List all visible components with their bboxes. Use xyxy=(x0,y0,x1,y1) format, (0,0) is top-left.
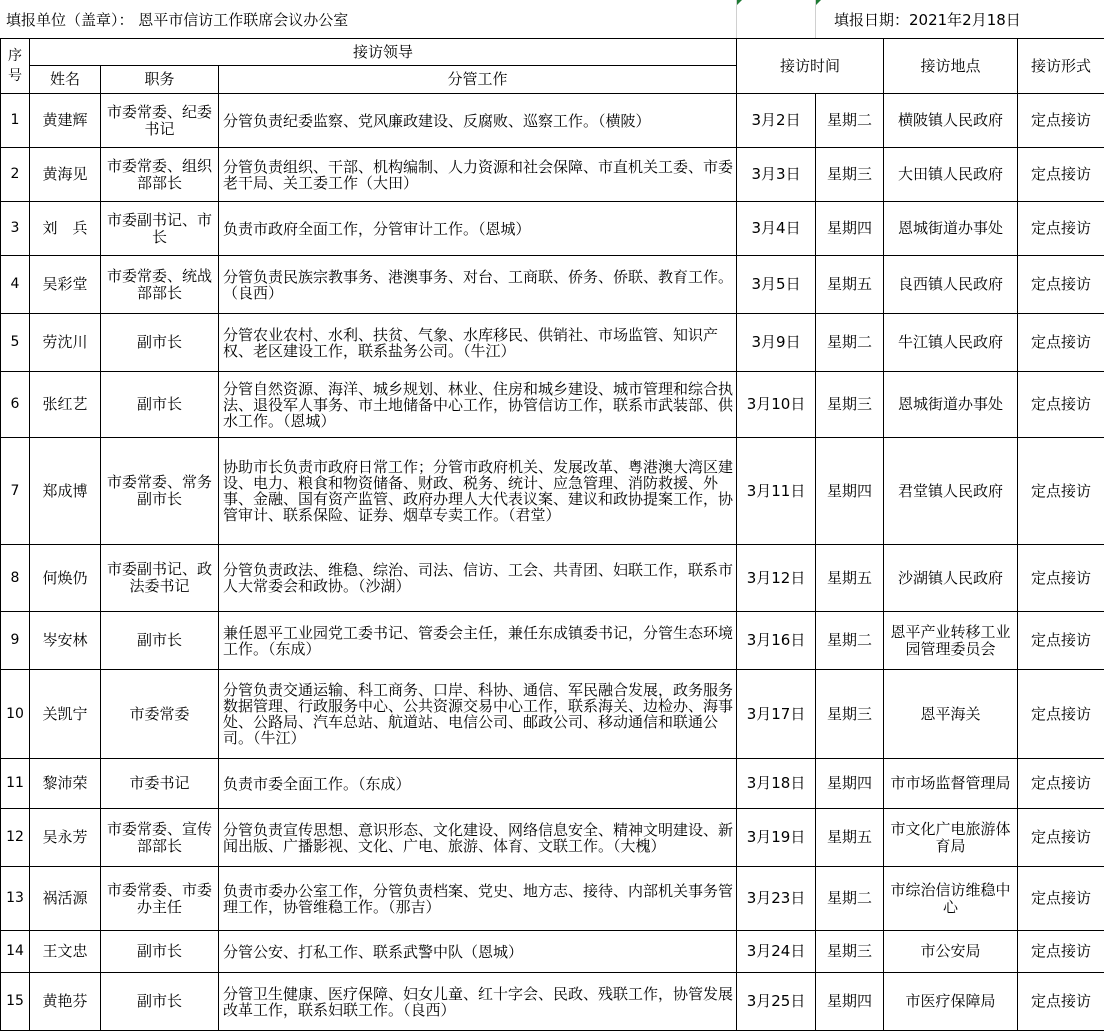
table-row xyxy=(1,372,1104,438)
reception-place: 大田镇人民政府 xyxy=(884,148,1018,202)
table-row xyxy=(1,256,1104,314)
reception-schedule-table xyxy=(0,38,1104,1031)
leader-name: 关凯宁 xyxy=(30,670,101,759)
leader-position: 副市长 xyxy=(101,612,219,670)
reception-place: 牛江镇人民政府 xyxy=(884,314,1018,372)
col-duties-header: 分管工作 xyxy=(219,66,737,94)
reception-weekday: 星期三 xyxy=(816,148,884,202)
duties-cell: 协助市长负责市政府日常工作；分管市政府机关、发展改革、粤港澳大湾区建设、电力、粮食和物资储备、财政、税务、统计、应急管理、消防救援、外事、金融、国有资产监管、政府办理人大代表议案、建议和政协提案工作，协管审计、联系保险、证券、烟草专卖工作。（君堂） xyxy=(219,438,737,545)
reception-weekday: 星期五 xyxy=(816,545,884,612)
leader-position: 副市长 xyxy=(101,372,219,438)
leader-position: 副市长 xyxy=(101,931,219,973)
table-row xyxy=(1,94,1104,148)
reception-weekday: 星期四 xyxy=(816,759,884,809)
row-number: 15 xyxy=(1,973,30,1031)
leader-name: 王文忠 xyxy=(30,931,101,973)
reception-form: 定点接访 xyxy=(1018,545,1104,612)
reception-weekday: 星期四 xyxy=(816,202,884,256)
report-date-label: 填报日期：2021年2月18日 xyxy=(834,11,1021,29)
duties-cell: 分管公安、打私工作、联系武警中队（恩城） xyxy=(219,931,737,973)
row-number: 2 xyxy=(1,148,30,202)
leader-name: 黄艳芬 xyxy=(30,973,101,1031)
reception-form: 定点接访 xyxy=(1018,670,1104,759)
header-bar xyxy=(0,0,1104,38)
reception-form: 定点接访 xyxy=(1018,94,1104,148)
reception-form: 定点接访 xyxy=(1018,256,1104,314)
reception-place: 市市场监督管理局 xyxy=(884,759,1018,809)
row-number: 10 xyxy=(1,670,30,759)
col-position-header: 职务 xyxy=(101,66,219,94)
reception-date: 3月10日 xyxy=(737,372,816,438)
col-seq-header: 序号 xyxy=(1,39,30,94)
reception-weekday: 星期五 xyxy=(816,809,884,867)
duties-cell: 负责市委办公室工作，分管负责档案、党史、地方志、接待、内部机关事务管理工作，协管维稳工作。（那吉） xyxy=(219,867,737,931)
reception-place: 君堂镇人民政府 xyxy=(884,438,1018,545)
reception-weekday: 星期三 xyxy=(816,931,884,973)
leader-name: 郑成博 xyxy=(30,438,101,545)
row-number: 14 xyxy=(1,931,30,973)
reception-date: 3月5日 xyxy=(737,256,816,314)
reception-place: 沙湖镇人民政府 xyxy=(884,545,1018,612)
reception-weekday: 星期二 xyxy=(816,314,884,372)
table-row xyxy=(1,670,1104,759)
row-number: 4 xyxy=(1,256,30,314)
table-row xyxy=(1,759,1104,809)
reception-place: 恩平产业转移工业园管理委员会 xyxy=(884,612,1018,670)
reception-weekday: 星期四 xyxy=(816,973,884,1031)
leader-name: 张红艺 xyxy=(30,372,101,438)
table-row xyxy=(1,148,1104,202)
leader-position: 市委常委、统战部部长 xyxy=(101,256,219,314)
reception-date: 3月4日 xyxy=(737,202,816,256)
duties-cell: 分管负责纪委监察、党风廉政建设、反腐败、巡察工作。（横陂） xyxy=(219,94,737,148)
reception-weekday: 星期二 xyxy=(816,94,884,148)
reception-weekday: 星期二 xyxy=(816,867,884,931)
leader-name: 劳沈川 xyxy=(30,314,101,372)
duties-cell: 分管负责民族宗教事务、港澳事务、对台、工商联、侨务、侨联、教育工作。（良西） xyxy=(219,256,737,314)
duties-cell: 负责市委全面工作。（东成） xyxy=(219,759,737,809)
header-divider xyxy=(815,0,816,38)
duties-cell: 分管负责组织、干部、机构编制、人力资源和社会保障、市直机关工委、市委老干局、关工委工作（大田） xyxy=(219,148,737,202)
reception-date: 3月2日 xyxy=(737,94,816,148)
reception-form: 定点接访 xyxy=(1018,931,1104,973)
row-number: 3 xyxy=(1,202,30,256)
row-number: 9 xyxy=(1,612,30,670)
row-number: 1 xyxy=(1,94,30,148)
reception-place: 良西镇人民政府 xyxy=(884,256,1018,314)
reception-form: 定点接访 xyxy=(1018,372,1104,438)
leader-position: 市委副书记、市长 xyxy=(101,202,219,256)
col-form-header: 接访形式 xyxy=(1018,39,1104,94)
reception-form: 定点接访 xyxy=(1018,759,1104,809)
leader-position: 市委书记 xyxy=(101,759,219,809)
reception-place: 恩城街道办事处 xyxy=(884,202,1018,256)
reception-date: 3月17日 xyxy=(737,670,816,759)
header-divider xyxy=(736,0,737,38)
leader-position: 副市长 xyxy=(101,314,219,372)
leader-name: 吴彩堂 xyxy=(30,256,101,314)
leader-position: 市委常委、宣传部部长 xyxy=(101,809,219,867)
row-number: 12 xyxy=(1,809,30,867)
reception-weekday: 星期三 xyxy=(816,372,884,438)
duties-cell: 兼任恩平工业园党工委书记、管委会主任，兼任东成镇委书记，分管生态环境工作。（东成） xyxy=(219,612,737,670)
table-row xyxy=(1,545,1104,612)
row-number: 13 xyxy=(1,867,30,931)
duties-cell: 分管农业农村、水利、扶贫、气象、水库移民、供销社、市场监管、知识产权、老区建设工作，联系盐务公司。（牛江） xyxy=(219,314,737,372)
table-row xyxy=(1,314,1104,372)
reception-place: 恩城街道办事处 xyxy=(884,372,1018,438)
reception-form: 定点接访 xyxy=(1018,148,1104,202)
row-number: 6 xyxy=(1,372,30,438)
leader-name: 祸活源 xyxy=(30,867,101,931)
leader-name: 岑安林 xyxy=(30,612,101,670)
leader-position: 市委常委、组织部部长 xyxy=(101,148,219,202)
reception-place: 市医疗保障局 xyxy=(884,973,1018,1031)
table-row xyxy=(1,809,1104,867)
leader-name: 刘 兵 xyxy=(30,202,101,256)
leader-name: 吴永芳 xyxy=(30,809,101,867)
table-row xyxy=(1,867,1104,931)
col-place-header: 接访地点 xyxy=(884,39,1018,94)
leader-position: 市委常委、纪委书记 xyxy=(101,94,219,148)
leader-position: 市委常委、市委办主任 xyxy=(101,867,219,931)
table-row xyxy=(1,973,1104,1031)
reception-date: 3月23日 xyxy=(737,867,816,931)
reception-form: 定点接访 xyxy=(1018,973,1104,1031)
reception-form: 定点接访 xyxy=(1018,867,1104,931)
reception-weekday: 星期五 xyxy=(816,256,884,314)
duties-cell: 负责市政府全面工作，分管审计工作。（恩城） xyxy=(219,202,737,256)
reception-form: 定点接访 xyxy=(1018,612,1104,670)
reception-place: 横陂镇人民政府 xyxy=(884,94,1018,148)
leader-position: 市委常委 xyxy=(101,670,219,759)
reception-weekday: 星期四 xyxy=(816,438,884,545)
table-row xyxy=(1,612,1104,670)
leader-name: 何焕仍 xyxy=(30,545,101,612)
reception-date: 3月16日 xyxy=(737,612,816,670)
reception-date: 3月3日 xyxy=(737,148,816,202)
reception-date: 3月24日 xyxy=(737,931,816,973)
reception-weekday: 星期三 xyxy=(816,670,884,759)
reporting-unit-label: 填报单位（盖章）： 恩平市信访工作联席会议办公室 xyxy=(6,11,349,29)
duties-cell: 分管卫生健康、医疗保障、妇女儿童、红十字会、民政、残联工作，协管发展改革工作，联系妇联工作。（良西） xyxy=(219,973,737,1031)
cell-comment-indicator xyxy=(737,0,742,5)
leader-name: 黄建辉 xyxy=(30,94,101,148)
leader-name: 黄海见 xyxy=(30,148,101,202)
reception-date: 3月11日 xyxy=(737,438,816,545)
reception-date: 3月19日 xyxy=(737,809,816,867)
row-number: 7 xyxy=(1,438,30,545)
duties-cell: 分管负责宣传思想、意识形态、文化建设、网络信息安全、精神文明建设、新闻出版、广播影视、文化、广电、旅游、体育、文联工作。（大槐） xyxy=(219,809,737,867)
row-number: 5 xyxy=(1,314,30,372)
leader-position: 市委常委、常务副市长 xyxy=(101,438,219,545)
row-number: 11 xyxy=(1,759,30,809)
leader-position: 副市长 xyxy=(101,973,219,1031)
reception-place: 市综治信访维稳中心 xyxy=(884,867,1018,931)
reception-weekday: 星期二 xyxy=(816,612,884,670)
reception-form: 定点接访 xyxy=(1018,314,1104,372)
table-row xyxy=(1,931,1104,973)
leader-position: 市委副书记、政法委书记 xyxy=(101,545,219,612)
header-row-1 xyxy=(1,39,1104,66)
reception-place: 恩平海关 xyxy=(884,670,1018,759)
duties-cell: 分管负责政法、维稳、综治、司法、信访、工会、共青团、妇联工作，联系市人大常委会和政协。（沙湖） xyxy=(219,545,737,612)
col-leader-group-header: 接访领导 xyxy=(30,39,737,66)
reception-place: 市文化广电旅游体育局 xyxy=(884,809,1018,867)
reception-date: 3月18日 xyxy=(737,759,816,809)
reception-date: 3月12日 xyxy=(737,545,816,612)
table-row xyxy=(1,202,1104,256)
duties-cell: 分管自然资源、海洋、城乡规划、林业、住房和城乡建设、城市管理和综合执法、退役军人事务、市土地储备中心工作，协管信访工作，联系市武装部、供水工作。（恩城） xyxy=(219,372,737,438)
reception-date: 3月9日 xyxy=(737,314,816,372)
cell-comment-indicator xyxy=(816,0,821,5)
col-name-header: 姓名 xyxy=(30,66,101,94)
col-time-header: 接访时间 xyxy=(737,39,884,94)
reception-form: 定点接访 xyxy=(1018,202,1104,256)
reception-place: 市公安局 xyxy=(884,931,1018,973)
leader-name: 黎沛荣 xyxy=(30,759,101,809)
row-number: 8 xyxy=(1,545,30,612)
reception-form: 定点接访 xyxy=(1018,438,1104,545)
reception-date: 3月25日 xyxy=(737,973,816,1031)
reception-form: 定点接访 xyxy=(1018,809,1104,867)
table-row xyxy=(1,438,1104,545)
duties-cell: 分管负责交通运输、科工商务、口岸、科协、通信、军民融合发展，政务服务数据管理、行政服务中心、公共资源交易中心工作，联系海关、边检办、海事处、公路局、汽车总站、航道站、电信公司、邮政公司、移动通信和联通公司。（牛江） xyxy=(219,670,737,759)
